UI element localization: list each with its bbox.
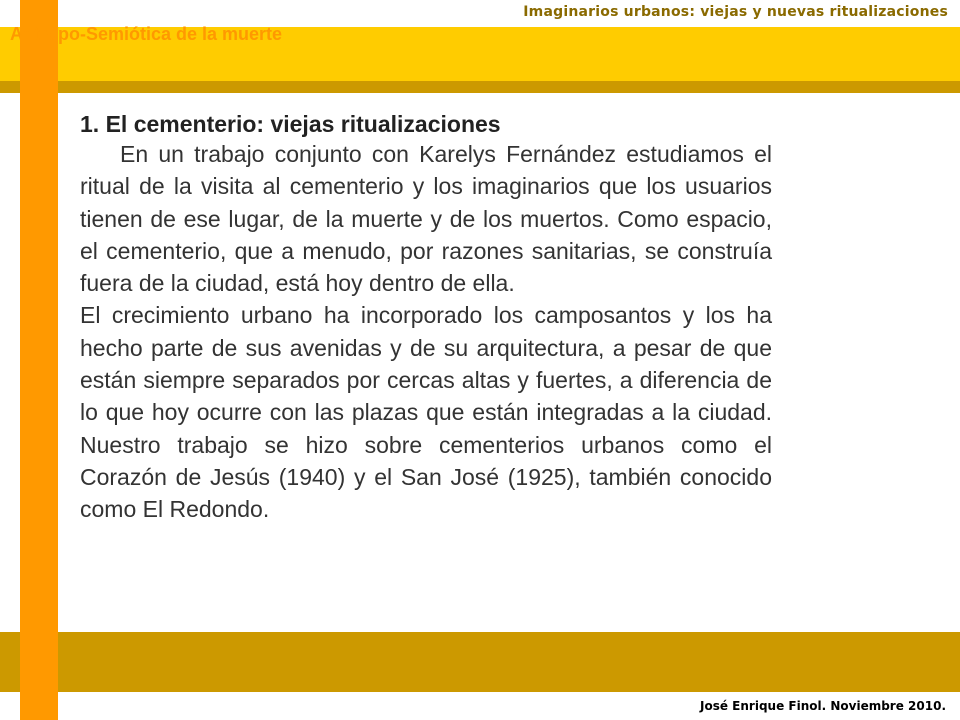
- bottom-band: [0, 632, 960, 692]
- slide-content: [80, 110, 772, 526]
- left-accent-bar: [20, 0, 58, 720]
- paragraph-1: En un trabajo conjunto con Karelys Fernández estudiamos el ritual de la visita al cementerio y los imaginarios que los usuarios tienen de ese lugar, de la muerte y de los muertos. Como espacio, el cementerio, que a menudo, por razones sanitarias, se construía fuera de la ciudad, está hoy dentro de ella.: [80, 141, 772, 297]
- footer-credit: José Enrique Finol. Noviembre 2010.: [700, 699, 946, 713]
- slide-heading: 1. El cementerio: viejas ritualizaciones: [80, 111, 501, 137]
- section-title: Antropo-Semiótica de la muerte: [10, 24, 283, 44]
- slide-header-title: Imaginarios urbanos: viejas y nuevas ritualizaciones: [523, 4, 948, 20]
- paragraph-2: El crecimiento urbano ha incorporado los camposantos y los ha hecho parte de sus avenidas y de su arquitectura, a pesar de que están siempre separados por cercas altas y fuertes, a diferencia de lo que hoy ocurre con las plazas que están integradas a la ciudad. Nuestro trabajo se hizo sobre cementerios urbanos como el Corazón de Jesús (1940) y el San José (1925), también conocido como El Redondo.: [80, 302, 772, 523]
- top-strip: [0, 81, 960, 93]
